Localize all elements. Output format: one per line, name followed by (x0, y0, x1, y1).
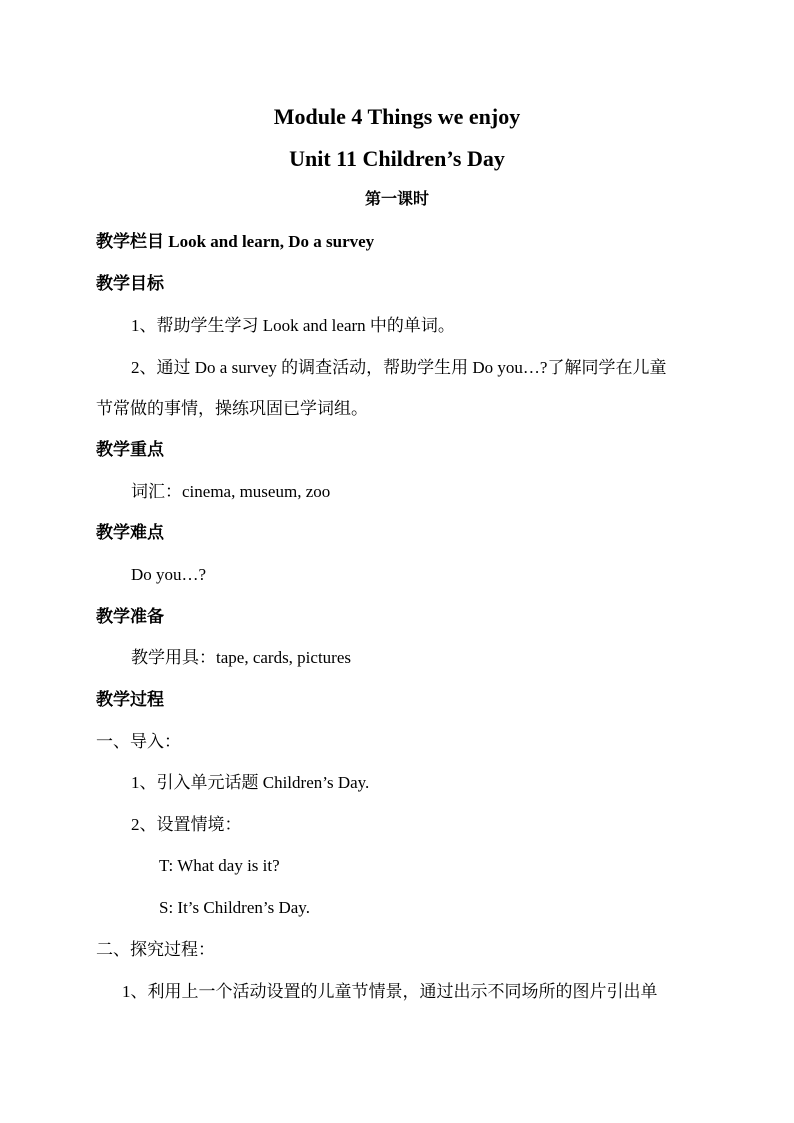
objective-item-2-continued: 节常做的事情，操练巩固已学词组。 (96, 399, 368, 418)
exploration-item-1: 1、利用上一个活动设置的儿童节情景，通过出示不同场所的图片引出单 (122, 982, 658, 1001)
dialogue-teacher: T: What day is it? (159, 856, 280, 875)
section-heading-key-points: 教学重点 (96, 440, 164, 459)
process-item-2: 2、设置情境： (131, 815, 242, 834)
dialogue-student: S: It’s Children’s Day. (159, 898, 310, 917)
process-part-1: 一、导入： (96, 732, 181, 751)
key-points-text: 词汇：cinema, museum, zoo (131, 482, 331, 501)
section-heading-difficulties: 教学难点 (96, 523, 164, 542)
preparation-text: 教学用具：tape, cards, pictures (131, 648, 351, 667)
objective-item-1: 1、帮助学生学习 Look and learn 中的单词。 (131, 316, 455, 335)
objective-item-2: 2、通过 Do a survey 的调查活动，帮助学生用 Do you…?了解同学在儿童 (131, 358, 667, 377)
process-item-1: 1、引入单元话题 Children’s Day. (131, 773, 370, 792)
section-heading-objectives: 教学目标 (96, 274, 164, 293)
process-part-2: 二、探究过程： (96, 940, 215, 959)
lesson-label: 第一课时 (364, 191, 429, 208)
page-title: Module 4 Things we enjoy (273, 104, 521, 129)
page-subtitle: Unit 11 Children’s Day (289, 146, 505, 171)
section-heading-column: 教学栏目 Look and learn, Do a survey (96, 232, 375, 251)
section-heading-preparation: 教学准备 (96, 607, 164, 626)
difficulties-text: Do you…? (131, 565, 207, 584)
section-heading-process: 教学过程 (96, 690, 164, 709)
